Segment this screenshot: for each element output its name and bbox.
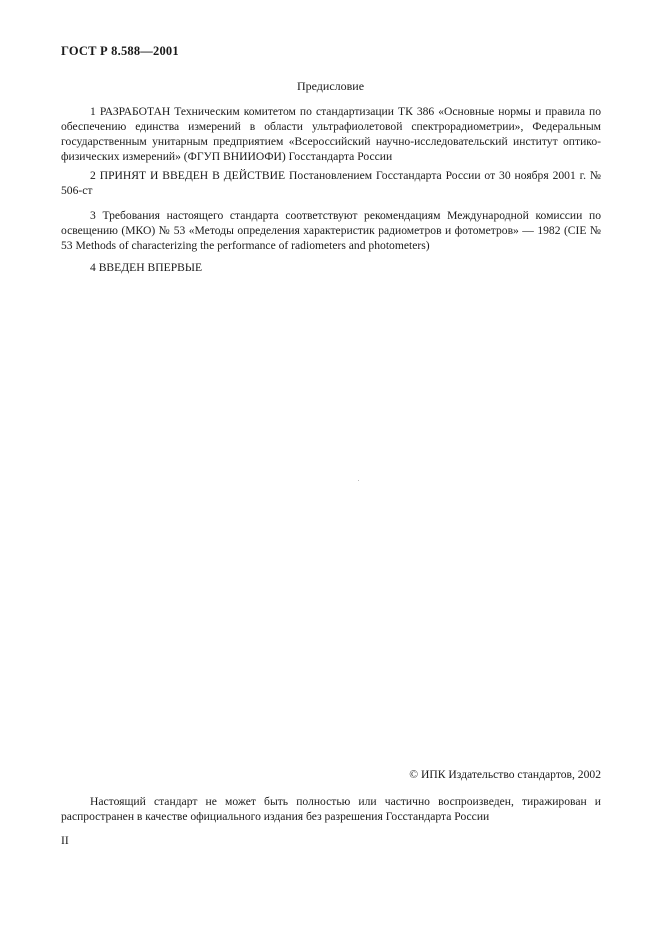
paragraph-requirements: 3 Требования настоящего стандарта соответствуют рекомендациям Международной комиссии по освещению (МКО) № 53 «Методы определения характеристик радиометров и фотометров» — 1982 (CIE № 53 Methods of characterizing the performance of radiometers and photometers): [61, 209, 601, 252]
section-title: Предисловие: [296, 79, 365, 93]
paragraph-adopted: 2 ПРИНЯТ И ВВЕДЕН В ДЕЙСТВИЕ Постановлением Госстандарта России от 30 ноября 2001 г. № 506-ст: [61, 169, 601, 197]
copyright-line: © ИПК Издательство стандартов, 2002: [409, 768, 601, 781]
scan-speck: [358, 480, 359, 481]
paragraph-introduced: 4 ВВЕДЕН ВПЕРВЫЕ: [90, 261, 203, 274]
page-number: II: [61, 834, 69, 847]
paragraph-developed-by: 1 РАЗРАБОТАН Техническим комитетом по стандартизации ТК 386 «Основные нормы и правила по обеспечению единства измерений в области ультрафиолетовой спектрорадиометрии», Федеральным государственным унитарным предприятием «Всероссийский научно-исследовательский институт оптико-физических измерений» (ФГУП ВНИИОФИ) Госстандарта России: [61, 105, 601, 163]
document-code: ГОСТ Р 8.588—2001: [61, 44, 179, 58]
reproduction-notice: Настоящий стандарт не может быть полностью или частично воспроизведен, тиражирован и распространен в качестве официального издания без разрешения Госстандарта России: [61, 795, 601, 823]
